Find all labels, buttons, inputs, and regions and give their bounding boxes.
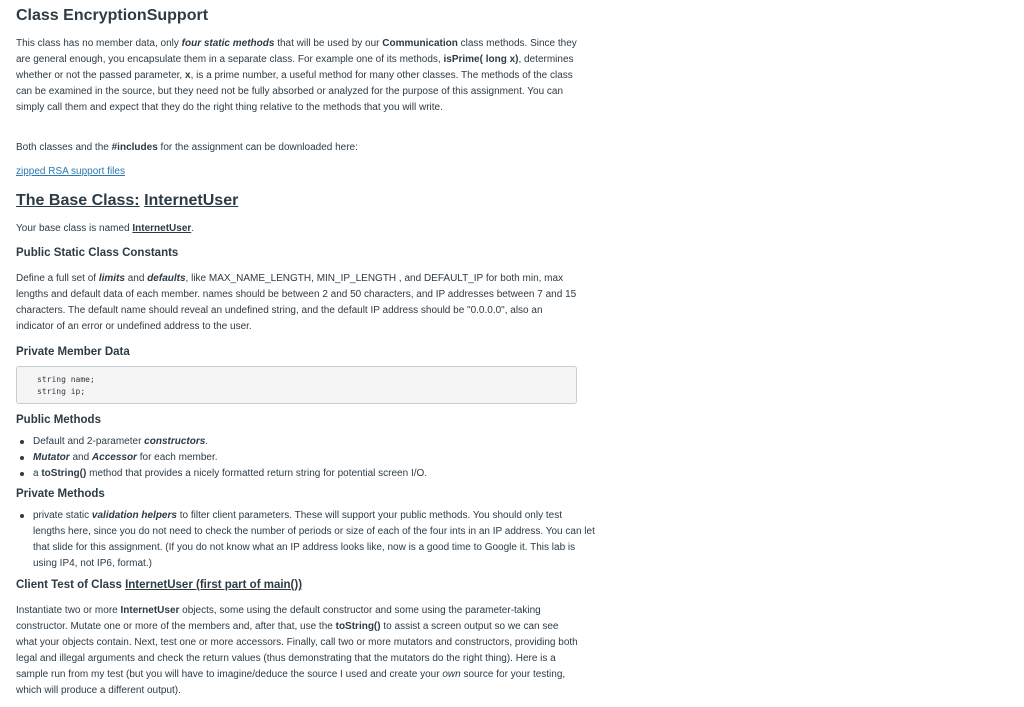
constants-heading: Public Static Class Constants <box>16 247 179 259</box>
base-intro-bold: InternetUser <box>132 223 192 234</box>
base-intro-text: . <box>191 223 195 234</box>
intro-bold: x <box>185 70 191 81</box>
intro-bold: isPrime( long x) <box>443 54 519 65</box>
list-item <box>33 466 595 482</box>
private-data-heading: Private Member Data <box>16 346 130 358</box>
client-test-bold: InternetUser <box>120 605 180 616</box>
list-item-emphasis: Mutator <box>33 452 70 463</box>
private-methods-heading: Private Methods <box>16 488 105 500</box>
list-item-text: private static <box>33 510 92 521</box>
client-test-heading-prefix: Client Test of Class <box>16 579 126 591</box>
client-test-bold: toString() <box>335 621 381 632</box>
client-test-text: objects, some using the default constructor and some using the parameter-taking constructor. Mutate one or more of the members and, after that, use the <box>16 605 541 632</box>
intro-paragraph <box>16 36 578 116</box>
list-item-text: and <box>69 452 92 463</box>
client-test-paragraph <box>16 603 578 699</box>
list-item-bold: toString() <box>41 468 87 479</box>
download-link-paragraph <box>16 164 578 180</box>
code-text: string name; string ip; <box>37 375 95 396</box>
constants-emphasis: defaults <box>147 273 186 284</box>
intro-text: This class has no member data, only <box>16 38 182 49</box>
client-test-text: to assist a screen output so we can see what your objects contain. Next, test one or more accessors. Finally, call two or more mutators and constructors, providing both legal and illegal arguments and check the return values (thus demonstrating that the mutators do the right thing). Here is a sample run from my test (but you will have to imagine/deduce the source I used and create your <box>16 621 578 680</box>
public-methods-heading: Public Methods <box>16 414 101 426</box>
intro-text: class methods. Since they are general enough, you encapsulate them in a separate class. For example one of its methods, <box>16 38 577 65</box>
list-item-emphasis: Accessor <box>91 452 137 463</box>
client-test-heading <box>16 577 302 593</box>
list-item-text: . <box>205 436 209 447</box>
intro-bold: Communication <box>382 38 458 49</box>
constants-text: , like MAX_NAME_LENGTH, MIN_IP_LENGTH , and DEFAULT_IP for both min, max lengths and default data of each member. names should be between 2 and 50 characters, and IP addresses between 7 and 15 characters. The default name should reveal an undefined string, and the default IP address should be "0.0.0.0", also an indicator of an error or undefined address to the user. <box>16 273 577 332</box>
private-methods-list <box>16 508 595 572</box>
client-test-text: Instantiate two or more <box>16 605 121 616</box>
download-bold: #includes <box>111 142 158 153</box>
base-class-heading-name: InternetUser <box>144 192 239 209</box>
client-test-heading-link[interactable]: InternetUser (first part of main()) <box>125 579 303 591</box>
list-item-text: a <box>33 468 42 479</box>
list-item-emphasis: validation helpers <box>91 510 177 521</box>
list-item-text: for each member. <box>136 452 218 463</box>
download-text: Both classes and the <box>16 142 112 153</box>
constants-text: Define a full set of <box>16 273 99 284</box>
list-item-text: method that provides a nicely formatted return string for potential screen I/O. <box>86 468 428 479</box>
page-title: Class EncryptionSupport <box>16 7 209 24</box>
client-test-text: source for your testing, which will produce a different output). <box>16 669 566 696</box>
code-block <box>16 366 577 404</box>
download-paragraph <box>16 140 578 156</box>
base-intro-paragraph <box>16 221 578 237</box>
intro-text: , determines whether or not the passed parameter, <box>16 54 574 81</box>
list-item-emphasis: constructors <box>144 436 206 447</box>
intro-text: that will be used by our <box>274 38 383 49</box>
list-item <box>33 508 595 572</box>
constants-emphasis: limits <box>98 273 125 284</box>
client-test-italic: own <box>442 669 461 680</box>
intro-emphasis: four static methods <box>181 38 275 49</box>
intro-text: , is a prime number, a useful method for many other classes. The methods of the class can be examined in the source, but they need not be fully absorbed or analyzed for the purpose of this assignment. You can simply call them and expect that they do the right thing relative to the methods that you will write. <box>16 70 573 113</box>
download-text: for the assignment can be downloaded here: <box>157 142 358 153</box>
list-item <box>33 434 595 450</box>
rsa-support-files-link[interactable]: zipped RSA support files <box>16 166 125 177</box>
constants-paragraph <box>16 271 578 335</box>
list-item-text: to filter client parameters. These will support your public methods. You should only test lengths here, since you do not need to check the number of periods or size of each of the four ints in an IP address. You can let that slide for this assignment. (If you do not know what an IP address looks like, now is a good time to Google it. This lab is using IP4, not IP6, format.) <box>33 510 595 569</box>
base-class-heading <box>16 191 238 211</box>
list-item <box>33 450 595 466</box>
public-methods-list <box>16 434 595 482</box>
list-item-text: Default and 2-parameter <box>33 436 145 447</box>
base-intro-text: Your base class is named <box>16 223 133 234</box>
base-class-heading-prefix: The Base Class: <box>16 192 140 209</box>
constants-text: and <box>124 273 148 284</box>
